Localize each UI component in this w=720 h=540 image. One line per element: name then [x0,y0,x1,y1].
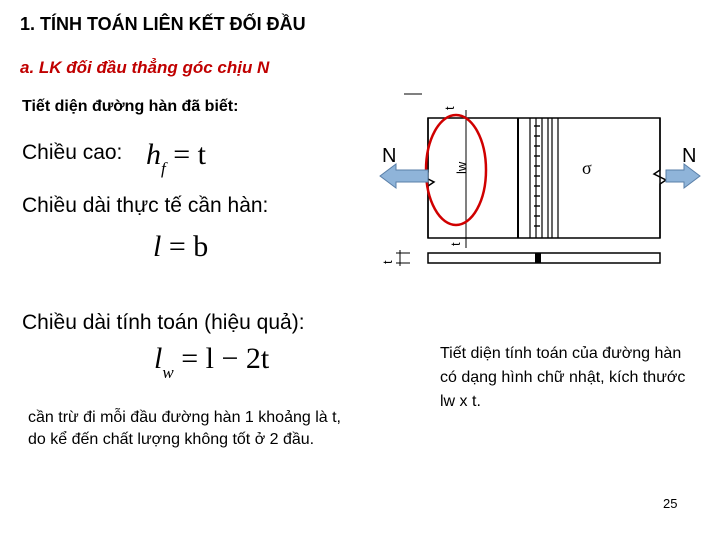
subtitle: a. LK đối đầu thẳng góc chịu N [20,58,270,77]
label-t-side: t [380,260,395,264]
butt-weld-diagram [370,90,710,275]
force-right-label: N [682,145,697,167]
length-label: Chiều dài thực tế cần hàn: [22,194,269,217]
stress-sigma: σ [582,158,592,178]
page-number: 25 [663,496,678,511]
eq-h-lhs: h [146,138,161,171]
force-left-label: N [382,145,397,167]
eq-h-rhs: = t [173,138,206,171]
calc-length-label: Chiều dài tính toán (hiệu quả): [22,311,305,334]
equation-effective-length [154,342,269,383]
note-right: Tiết diện tính toán của đường hàn có dạng hình chữ nhật, kích thước lw x t. [440,345,686,410]
eq-lw-sub: w [162,363,174,382]
note-left: cần trừ đi mỗi đầu đường hàn 1 khoảng là t, do kể đến chất lượng không tốt ở 2 đầu. [28,409,341,448]
force-arrow-left [380,164,428,188]
eq-l-lhs: l [153,230,162,263]
height-label: Chiều cao: [22,141,123,164]
section-label: Tiết diện đường hàn đã biết: [22,98,239,115]
eq-lw-lhs: l [154,342,163,375]
eq-h-sub: f [161,159,166,178]
plate-outline [428,118,660,238]
label-t-bottom: t [448,242,463,246]
eq-l-rhs: = b [168,230,209,263]
section-view-plate [428,253,660,263]
eq-lw-rhs: = l − 2t [181,342,270,375]
equation-weld-length [153,230,208,264]
section-view-weld [535,253,541,263]
label-lw: lw [454,161,469,174]
force-arrow-right [666,164,700,188]
equation-weld-height [146,138,206,179]
label-t-top: t [442,106,457,110]
page-title: 1. TÍNH TOÁN LIÊN KẾT ĐỐI ĐẦU [20,14,306,34]
